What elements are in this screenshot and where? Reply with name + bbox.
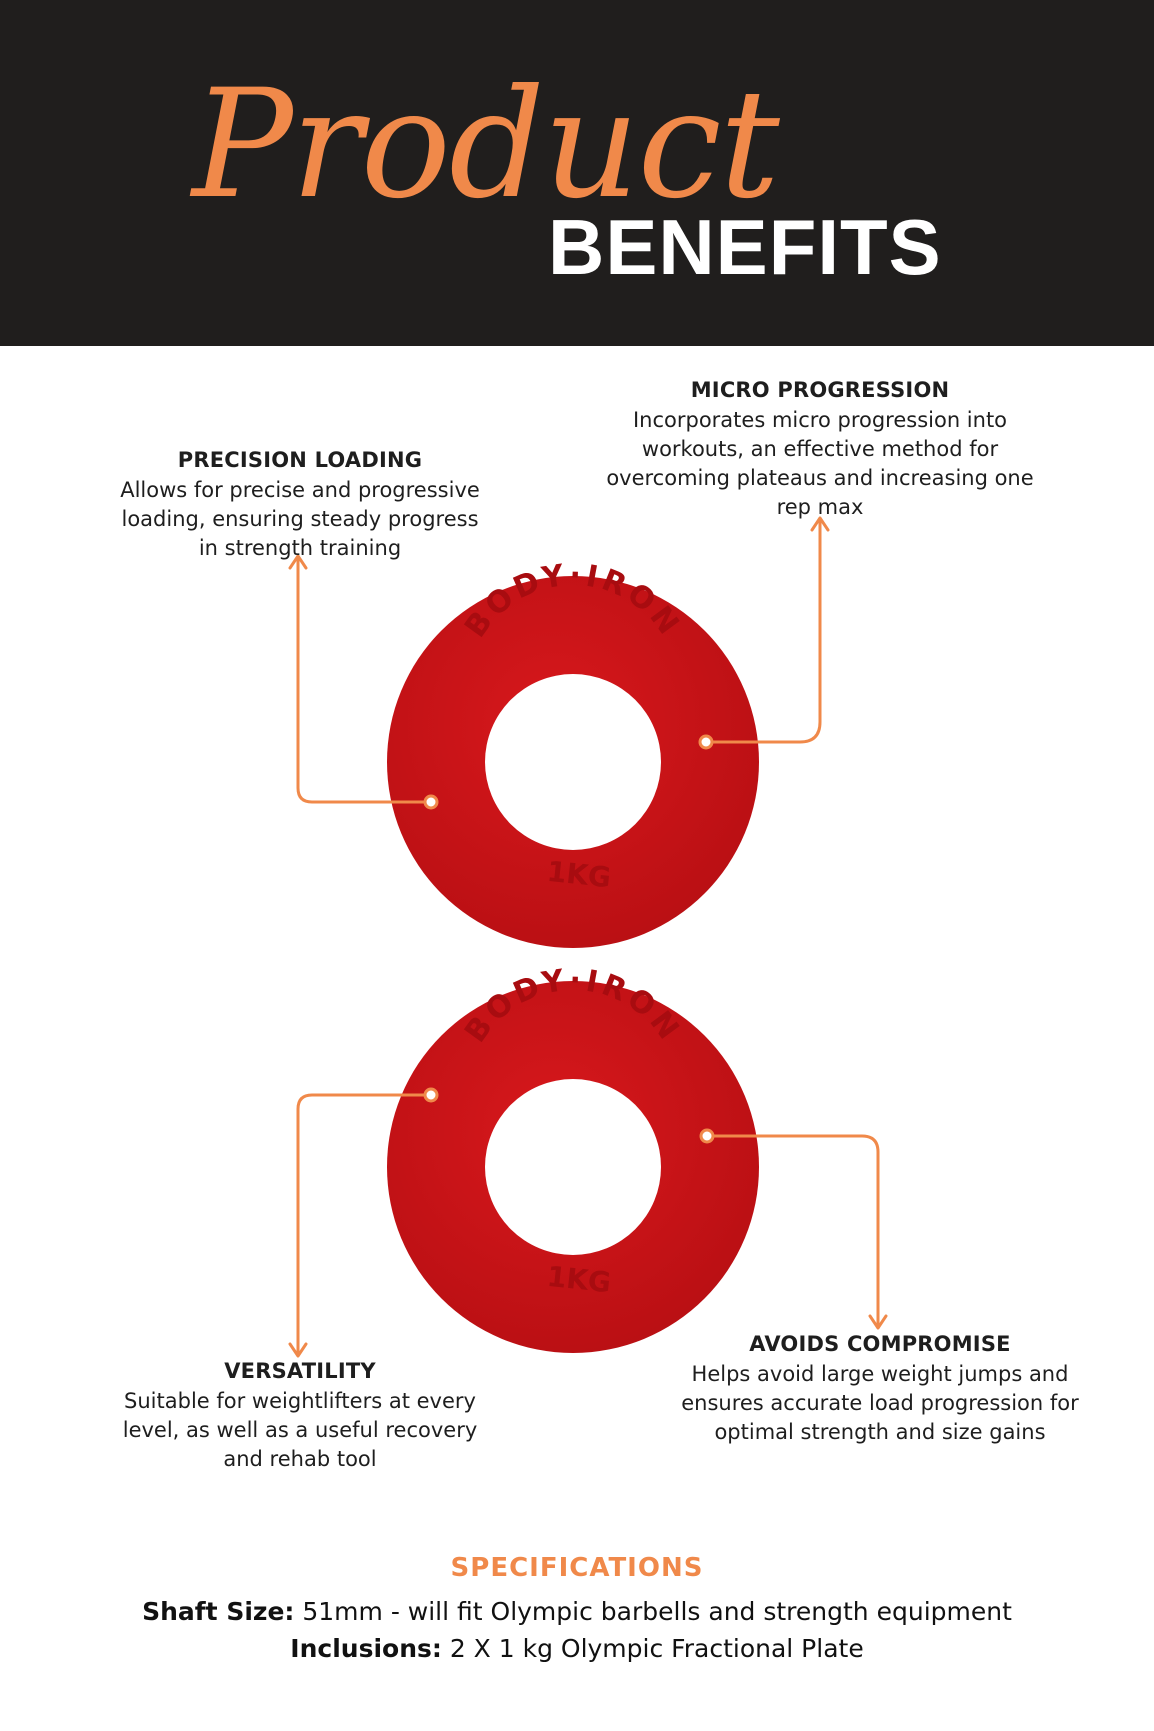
benefit-line: Incorporates micro progression into <box>632 408 1008 432</box>
versatility-dot-icon <box>425 1089 437 1101</box>
benefit-precision-loading <box>115 448 485 563</box>
benefit-line: ensures accurate load progression for <box>681 1391 1079 1415</box>
micro-dot-icon <box>700 736 712 748</box>
benefit-line: overcoming plateaus and increasing one <box>606 466 1034 490</box>
precision-callout-line <box>298 558 431 802</box>
plate-bottom-weight: 1KG <box>545 1259 613 1300</box>
benefit-line: in strength training <box>198 536 402 560</box>
benefit-line: optimal strength and size gains <box>714 1420 1046 1444</box>
avoids-callout-line <box>707 1136 878 1326</box>
benefit-line: Suitable for weightlifters at every <box>124 1389 476 1413</box>
benefit-line: loading, ensuring steady progress <box>121 507 479 531</box>
spec-shaft-size <box>0 1593 1154 1630</box>
benefit-title: PRECISION LOADING <box>177 448 423 472</box>
spec-shaft-label: Shaft Size: <box>142 1597 295 1626</box>
plate-bottom-brand: BODY·IRON <box>458 962 688 1050</box>
benefit-line: level, as well as a useful recovery <box>122 1418 478 1442</box>
precision-dot-icon <box>425 796 437 808</box>
benefit-avoids-compromise <box>660 1332 1100 1447</box>
spec-inclusions-label: Inclusions: <box>290 1634 442 1663</box>
plate-top-brand: BODY·IRON <box>458 557 688 645</box>
versatility-callout-line <box>298 1095 431 1354</box>
benefit-title: MICRO PROGRESSION <box>690 378 950 402</box>
benefit-versatility <box>115 1359 485 1474</box>
benefit-line: and rehab tool <box>223 1447 377 1471</box>
header-bold-title: BENEFITS <box>548 203 942 291</box>
benefit-title: AVOIDS COMPROMISE <box>749 1332 1011 1356</box>
spec-shaft-value: 51mm - will fit Olympic barbells and strength equipment <box>294 1597 1012 1626</box>
header-script-title: Product <box>192 58 778 232</box>
spec-inclusions <box>0 1630 1154 1667</box>
plate-top-weight: 1KG <box>545 854 613 895</box>
benefit-line: rep max <box>776 495 864 519</box>
specifications-section <box>0 1553 1154 1667</box>
avoids-dot-icon <box>701 1130 713 1142</box>
benefit-line: Allows for precise and progressive <box>120 478 480 502</box>
benefit-micro-progression <box>600 378 1040 522</box>
specifications-heading: SPECIFICATIONS <box>450 1553 704 1583</box>
benefit-title: VERSATILITY <box>224 1359 376 1383</box>
micro-callout-line <box>706 520 820 742</box>
spec-inclusions-value: 2 X 1 kg Olympic Fractional Plate <box>441 1634 864 1663</box>
benefit-line: workouts, an effective method for <box>641 437 999 461</box>
benefit-line: Helps avoid large weight jumps and <box>691 1362 1069 1386</box>
